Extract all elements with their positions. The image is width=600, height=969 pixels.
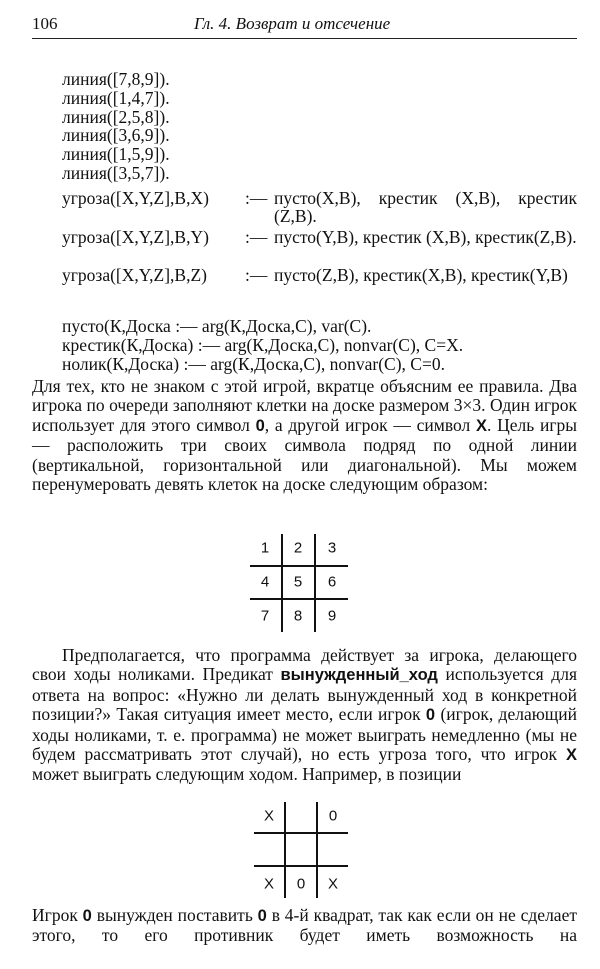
board-cell-mark: X — [327, 875, 339, 893]
text-run: , а другой игрок — символ — [264, 414, 476, 435]
board-cell-label: 3 — [327, 539, 337, 557]
code-line: линия([1,5,9]). — [62, 144, 170, 165]
paragraph-rules — [32, 377, 577, 494]
threat-rule — [62, 266, 577, 304]
symbol-zero: 0 — [425, 706, 436, 725]
code-line: линия([2,5,8]). — [62, 106, 170, 127]
text-run: Для тех, кто не знаком с этой игрой, вкратце объясним ее правила. Два игрока по очереди заполняют клетки на доске размером 3×3. Один игрок использует для этого символ — [32, 376, 577, 435]
numbered-board — [248, 532, 350, 634]
rule-head: угроза([X,Y,Z],B,Z) — [62, 265, 207, 285]
board-cell-mark: 0 — [296, 875, 306, 893]
symbol-x: X — [475, 416, 487, 435]
code-line: линия([7,8,9]). — [62, 69, 170, 89]
rule-operator: :— — [245, 227, 268, 247]
text-run: (игрок, делающий ходы ноликами, т. е. программа) не может выиграть немедленно (мы не будем рассматривать этот случай), но есть угроза того, что игрок — [32, 704, 577, 765]
board-cell-label: 6 — [327, 573, 337, 591]
symbol-x: X — [565, 746, 577, 765]
position-board — [252, 800, 350, 900]
board-cell-label: 2 — [293, 539, 303, 557]
paragraph-forced-move — [32, 646, 577, 785]
board-cell-mark: X — [263, 807, 275, 825]
text-run: Предполагается, что программа действует за игрока, делающего свои ходы ноликами. Предикат — [32, 645, 577, 685]
board-cell-label: 4 — [260, 573, 270, 591]
text-run: может выиграть следующим ходом. Например, в позиции — [32, 764, 462, 785]
line-facts — [62, 70, 170, 183]
symbol-zero: 0 — [82, 907, 92, 925]
rule-head: угроза([X,Y,Z],B,X) — [62, 188, 209, 208]
threat-rule — [62, 228, 577, 266]
board-cell-label: 8 — [293, 607, 303, 625]
board-cell-mark: X — [263, 875, 275, 893]
threat-rule — [62, 189, 577, 227]
rule-operator: :— — [245, 188, 268, 208]
cell-rules — [62, 317, 463, 373]
page-header — [32, 12, 577, 39]
board-cell-mark: 0 — [328, 807, 338, 825]
board-cell-label: 5 — [293, 573, 303, 591]
text-run: используется для ответа на вопрос: «Нужно ли делать вынужденный ход в конкретной позиции?» Такая ситуация имеет место, если игрок — [32, 664, 577, 725]
code-line: крестик(К,Доска) :— arg(К,Доска,С), nonvar(С), С=X. — [62, 334, 464, 355]
board-cell-label: 7 — [260, 607, 270, 625]
rule-body: пусто(X,B), крестик (X,B), крестик (Z,B). — [274, 188, 577, 227]
predicate-name: вынужденный_ход — [280, 666, 438, 685]
code-line: нолик(К,Доска) :— arg(К,Доска,С), nonvar(С), С=0. — [62, 353, 445, 374]
text-run: вынужден поставить — [91, 905, 258, 925]
rule-operator: :— — [245, 265, 268, 285]
page-number: 106 — [32, 14, 58, 33]
rule-head: угроза([X,Y,Z],B,Y) — [62, 227, 209, 247]
code-line: линия([1,4,7]). — [62, 87, 170, 108]
text-run: . Цель игры — расположить три своих символа подряд по одной линии (вертикальной, горизонтальной или диагональной). Мы можем перенумеровать девять клеток на доске следующим образом: — [32, 414, 578, 495]
symbol-zero: 0 — [255, 416, 265, 435]
code-line: пусто(К,Доска :— arg(К,Доска,С), var(С). — [62, 316, 372, 336]
board-cell-label: 9 — [327, 607, 337, 625]
rule-body: пусто(Z,B), крестик(X,B), крестик(Y,B) — [274, 265, 568, 285]
text-run: в 4-й квадрат, так как если он не сделает этого, то его противник будет иметь возможность на — [32, 905, 577, 946]
board-cell-label: 1 — [260, 539, 270, 557]
running-title: Гл. 4. Возврат и отсечение — [194, 14, 391, 33]
text-run: Игрок — [32, 905, 83, 925]
code-line: линия([3,5,7]). — [62, 162, 170, 183]
code-line: линия([3,6,9]). — [62, 125, 170, 146]
rule-body: пусто(Y,B), крестик (X,B), крестик(Z,B). — [274, 227, 577, 247]
symbol-zero: 0 — [257, 907, 267, 925]
paragraph-forced-example — [32, 906, 577, 946]
